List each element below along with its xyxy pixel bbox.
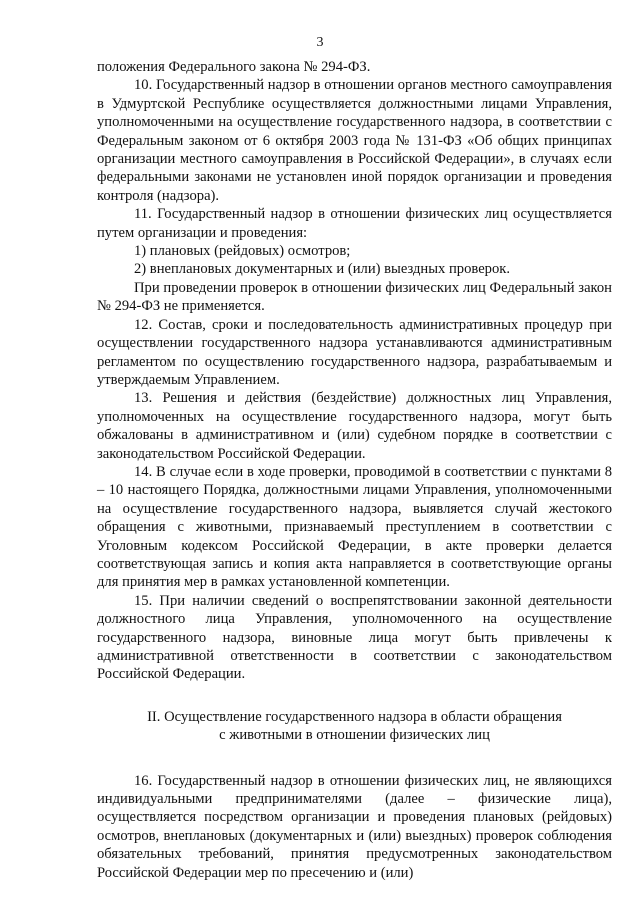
list-item-2: 2) внеплановых документарных и (или) выездных проверок. (134, 261, 511, 278)
paragraph-note: При проведении проверок в отношении физических лиц Федеральный закон № 294-ФЗ не применяется. (97, 279, 612, 315)
section-heading-line-1: II. Осуществление государственного надзора в области обращения (147, 708, 562, 725)
paragraph-13: 13. Решения и действия (бездействие) должностных лиц Управления, уполномоченных на осуществление государственного надзора, могут быть обжалованы в административном и (или) судебном порядке в соответствии с законодательством Российской Федерации. (97, 390, 612, 462)
paragraph-10: 10. Государственный надзор в отношении органов местного самоуправления в Удмуртской Республике осуществляется должностными лицами Управления, уполномоченными на осуществление государственного надзора, в соответствии с Федеральным законом от 6 октября 2003 года № 131-ФЗ «Об общих принципах организации местного самоуправления в Российской Федерации», в случаях если федеральными законами не установлен иной порядок организации и проведения контроля (надзора). (97, 77, 612, 204)
paragraph-15: 15. При наличии сведений о воспрепятствовании законной деятельности должностного лица Управления, уполномоченного на осуществление государственного надзора, виновные лица могут быть привлечены к административной ответственности в соответствии с законодательством Российской Федерации. (97, 592, 612, 683)
document-body (97, 58, 612, 882)
paragraph-12: 12. Состав, сроки и последовательность административных процедур при осуществлении государственного надзора устанавливаются административным регламентом по осуществлению государственного надзора, разрабатываемым и утверждаемым Управлением. (97, 316, 612, 388)
paragraph-16: 16. Государственный надзор в отношении физических лиц, не являющихся индивидуальными предпринимателями (далее – физические лица), осуществляется посредством организации и проведения плановых (рейдовых) осмотров, внеплановых (документарных и (или) выездных) проверок соблюдения обязательных требований, принятия предусмотренных законодательством Российской Федерации мер по пресечению и (или) (97, 772, 612, 881)
paragraph-continuation: положения Федерального закона № 294-ФЗ. (97, 59, 371, 75)
paragraph-14: 14. В случае если в ходе проверки, проводимой в соответствии с пунктами 8 – 10 настоящего Порядка, должностными лицами Управления, уполномоченными на осуществление государственного надзора, выявляется случай жестокого обращения с животными, признаваемый преступлением в соответствии с Уголовным кодексом Российской Федерации, в акте проверки делается соответствующая запись и копия акта направляется в соответствующие органы для принятия мер в рамках установленной компетенции. (97, 463, 612, 591)
page-number: 3 (316, 35, 324, 50)
list-item-1: 1) плановых (рейдовых) осмотров; (134, 243, 351, 260)
section-heading-line-2: с животными в отношении физических лиц (219, 727, 490, 744)
paragraph-11: 11. Государственный надзор в отношении физических лиц осуществляется путем организации и проведения: (97, 206, 612, 241)
section-heading (97, 708, 612, 745)
